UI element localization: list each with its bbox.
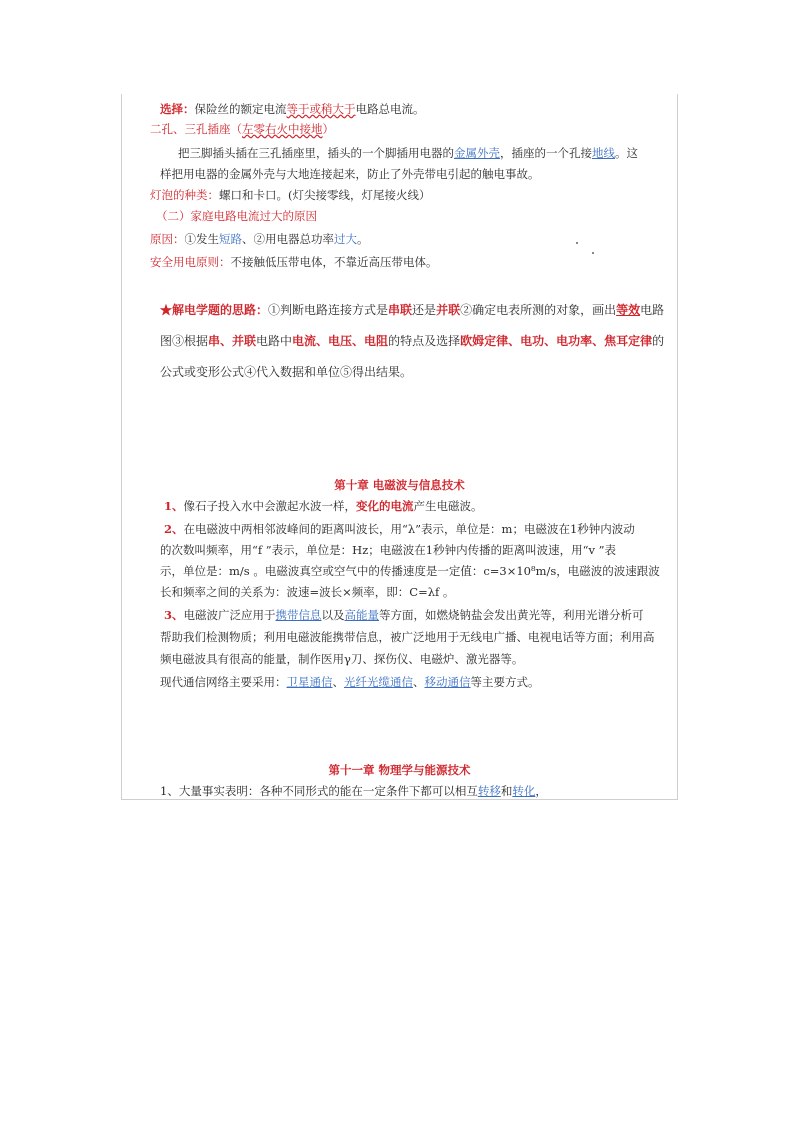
fuse-selection-label: 选择： <box>160 102 195 116</box>
series-parallel-word: 串、并联 <box>208 334 257 348</box>
bulb-type-text: 螺口和卡口。(灯尖接零线，灯尾接火线） <box>219 188 431 202</box>
bulb-type-line <box>150 187 640 203</box>
fiber-blank: 光纤光缆通信 <box>344 675 413 689</box>
bulb-type-label: 灯泡的种类： <box>150 188 219 202</box>
em-para-3a <box>164 607 654 623</box>
mobile-blank: 移动通信 <box>424 675 471 689</box>
fuse-selection-text: 保险丝的额定电流 <box>194 102 287 116</box>
energy-line <box>160 783 650 799</box>
energy-text-2: 和 <box>500 784 513 798</box>
em-para-2b: 的次数叫频率，用“f ”表示，单位是：Hz；电磁波在1秒钟内传播的距离叫波速，用“v ”表 <box>160 543 616 557</box>
current-heading <box>156 208 646 224</box>
em-para-1 <box>164 498 654 514</box>
parallel-word: 并联 <box>436 303 461 317</box>
plug-line-2 <box>160 166 650 182</box>
fuse-selection-key: 等于或稍大于 <box>286 102 356 116</box>
short-circuit-blank: 短路 <box>219 232 242 246</box>
chapter-11-title: 第十一章 物理学与能源技术 <box>328 763 471 777</box>
changing-current-word: 变化的电流 <box>356 499 414 513</box>
em-text-5: 以及 <box>321 608 345 622</box>
method-text-8: 的 <box>652 334 665 348</box>
method-label: ★解电学题的思路： <box>160 303 269 317</box>
overload-blank: 过大 <box>334 232 357 246</box>
safety-label: 安全用电原则： <box>150 255 231 269</box>
em-num-1: 1、 <box>164 499 184 513</box>
scan-speck <box>592 252 594 254</box>
method-text-5: 图③根据 <box>160 334 209 348</box>
socket-heading <box>150 121 640 137</box>
plug-line-1 <box>178 145 668 161</box>
method-text-1: ①判断电路连接方式是 <box>268 303 389 317</box>
comm-sep-2: 、 <box>413 675 425 689</box>
em-text-1: 像石子投入水中会激起水波一样， <box>183 499 357 513</box>
em-num-2: 2、 <box>164 522 184 536</box>
ground-wire-blank: 地线 <box>592 146 615 160</box>
method-text-4: 电路 <box>640 303 665 317</box>
energy-text-1: 1、大量事实表明：各种不同形式的能在一定条件下都可以相互 <box>160 784 478 798</box>
series-word: 串联 <box>388 303 413 317</box>
high-energy-blank: 高能量 <box>344 608 380 622</box>
current-heading-text: （二）家庭电路电流过大的原因 <box>156 209 317 223</box>
scan-speck <box>576 242 578 244</box>
em-text-2: 产生电磁波。 <box>413 499 483 513</box>
metal-shell-blank: 金属外壳 <box>454 146 500 160</box>
fuse-selection-line <box>160 101 650 117</box>
cause-text-1: ①发生 <box>184 232 219 246</box>
em-para-3b: 帮助我们检测物质；利用电磁波能携带信息，被广泛地用于无线电广播、电视电话等方面；利用高 <box>160 630 655 644</box>
satellite-blank: 卫星通信 <box>286 675 333 689</box>
cause-line <box>150 231 640 247</box>
em-para-2a <box>164 521 654 537</box>
method-text-2: 还是 <box>412 303 437 317</box>
cause-text-3: 。 <box>357 232 369 246</box>
cause-text-2: 、②用电器总功率 <box>242 232 334 246</box>
energy-text-3: ， <box>535 784 547 798</box>
plug-text-4: 样把用电器的金属外壳与大地连接起来，防止了外壳带电引起的触电事故。 <box>160 167 540 181</box>
socket-heading-end: ） <box>322 122 334 136</box>
comm-text-1: 现代通信网络主要采用： <box>160 675 287 689</box>
safety-text: 不接触低压带电体，不靠近高压带电体。 <box>230 255 438 269</box>
plug-text-2: ，插座的一个孔接 <box>500 146 592 160</box>
plug-text-3: 。这 <box>615 146 638 160</box>
em-text-6: 等方面，如燃烧钠盐会发出黄光等，利用光谱分析可 <box>379 608 644 622</box>
safety-line <box>150 254 640 270</box>
method-text-3: ②确定电表所测的对象，画出 <box>460 303 617 317</box>
method-text-9: 公式或变形公式④代入数据和单位⑤得出结果。 <box>160 365 413 379</box>
em-num-3: 3、 <box>164 608 184 622</box>
comm-line <box>160 674 650 690</box>
method-line-2 <box>160 333 665 349</box>
method-text-6: 电路中 <box>256 334 293 348</box>
chapter-10-title: 第十章 电磁波与信息技术 <box>334 478 465 492</box>
plug-text-1: 把三脚插头插在三孔插座里，插头的一个脚插用电器的 <box>178 146 454 160</box>
socket-heading-label: 二孔、三孔插座（ <box>150 122 242 136</box>
quantities-words: 电流、电压、电阻 <box>292 334 389 348</box>
fuse-selection-end: 电路总电流。 <box>355 102 425 116</box>
laws-words: 欧姆定律、电功、电功率、焦耳定律 <box>460 334 653 348</box>
em-text-4: 电磁波广泛应用于 <box>183 608 276 622</box>
carry-info-blank: 携带信息 <box>275 608 322 622</box>
transfer-blank: 转移 <box>477 784 501 798</box>
method-line-1 <box>160 302 665 318</box>
method-line-3 <box>160 364 650 380</box>
comm-sep-1: 、 <box>332 675 344 689</box>
em-para-3c: 频电磁波具有很高的能量，制作医用γ刀、探伤仪、电磁炉、激光器等。 <box>160 652 524 666</box>
equivalent-word: 等效 <box>616 303 641 317</box>
em-para-2c: 示，单位是：m/s 。电磁波真空或空气中的传播速度是一定值：c=3×10⁸m/s，电磁波的波速跟波 <box>160 564 660 578</box>
method-text-7: 的特点及选择 <box>388 334 461 348</box>
em-text-3: 在电磁波中两相邻波峰间的距离叫波长，用“λ”表示，单位是：m；电磁波在1秒钟内波动 <box>183 522 635 536</box>
comm-text-2: 等主要方式。 <box>470 675 540 689</box>
socket-rule: 左零右火中接地 <box>242 122 323 136</box>
em-para-2d: 长和频率之间的关系为：波速=波长×频率，即：C=λf 。 <box>160 585 455 599</box>
cause-label: 原因： <box>150 232 185 246</box>
convert-blank: 转化 <box>512 784 536 798</box>
